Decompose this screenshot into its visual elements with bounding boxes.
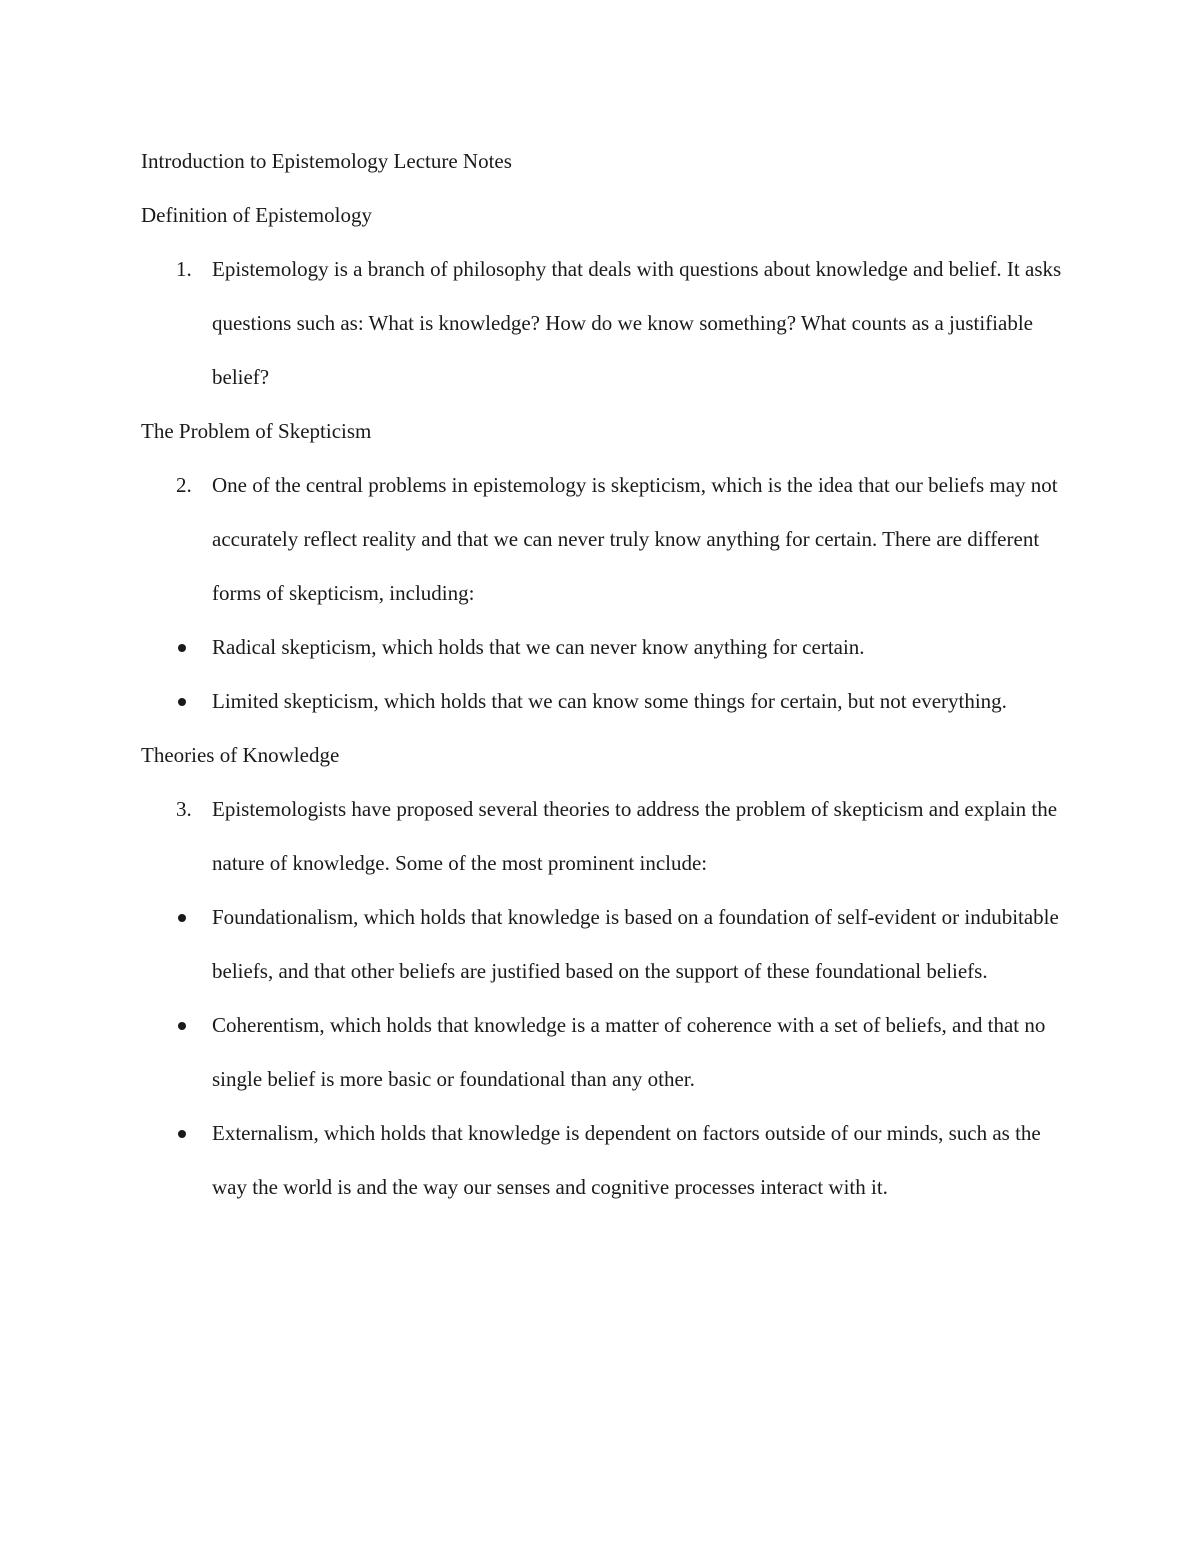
bullet-icon bbox=[178, 914, 186, 922]
bullet-icon bbox=[178, 698, 186, 706]
document-title: Introduction to Epistemology Lecture Notes bbox=[141, 149, 512, 173]
list-item-text: Coherentism, which holds that knowledge is a matter of coherence with a set of beliefs, and that no single belief is more basic or foundational than any other. bbox=[212, 1013, 1046, 1091]
bullet-item-coherentism bbox=[141, 998, 1071, 1106]
list-number: 1. bbox=[176, 257, 192, 281]
section-heading-skepticism: The Problem of Skepticism bbox=[141, 419, 372, 443]
section-heading-theories: Theories of Knowledge bbox=[141, 743, 340, 767]
bullet-icon bbox=[178, 644, 186, 652]
list-item-text: Epistemology is a branch of philosophy that deals with questions about knowledge and belief. It asks questions such as: What is knowledge? How do we know something? What counts as a justifiable belief? bbox=[212, 257, 1062, 389]
section-heading-definition: Definition of Epistemology bbox=[141, 203, 372, 227]
list-item-text: Limited skepticism, which holds that we can know some things for certain, but not everything. bbox=[212, 689, 1007, 713]
bullet-icon bbox=[178, 1022, 186, 1030]
bullet-item-radical-skepticism bbox=[141, 620, 1071, 674]
numbered-item-3 bbox=[141, 782, 1071, 890]
list-item-text: One of the central problems in epistemology is skepticism, which is the idea that our beliefs may not accurately reflect reality and that we can never truly know anything for certain. There are different forms of skepticism, including: bbox=[212, 473, 1058, 605]
document-body bbox=[141, 134, 1071, 1214]
bullet-icon bbox=[178, 1130, 186, 1138]
list-number: 3. bbox=[176, 797, 192, 821]
bullet-item-limited-skepticism bbox=[141, 674, 1071, 728]
bullet-item-foundationalism bbox=[141, 890, 1071, 998]
bullet-item-externalism bbox=[141, 1106, 1071, 1214]
list-number: 2. bbox=[176, 473, 192, 497]
numbered-item-2 bbox=[141, 458, 1071, 620]
list-item-text: Foundationalism, which holds that knowledge is based on a foundation of self-evident or indubitable beliefs, and that other beliefs are justified based on the support of these foundational beliefs. bbox=[212, 905, 1059, 983]
numbered-item-1 bbox=[141, 242, 1071, 404]
list-item-text: Externalism, which holds that knowledge is dependent on factors outside of our minds, such as the way the world is and the way our senses and cognitive processes interact with it. bbox=[212, 1121, 1041, 1199]
list-item-text: Radical skepticism, which holds that we can never know anything for certain. bbox=[212, 635, 865, 659]
list-item-text: Epistemologists have proposed several theories to address the problem of skepticism and explain the nature of knowledge. Some of the most prominent include: bbox=[212, 797, 1058, 875]
